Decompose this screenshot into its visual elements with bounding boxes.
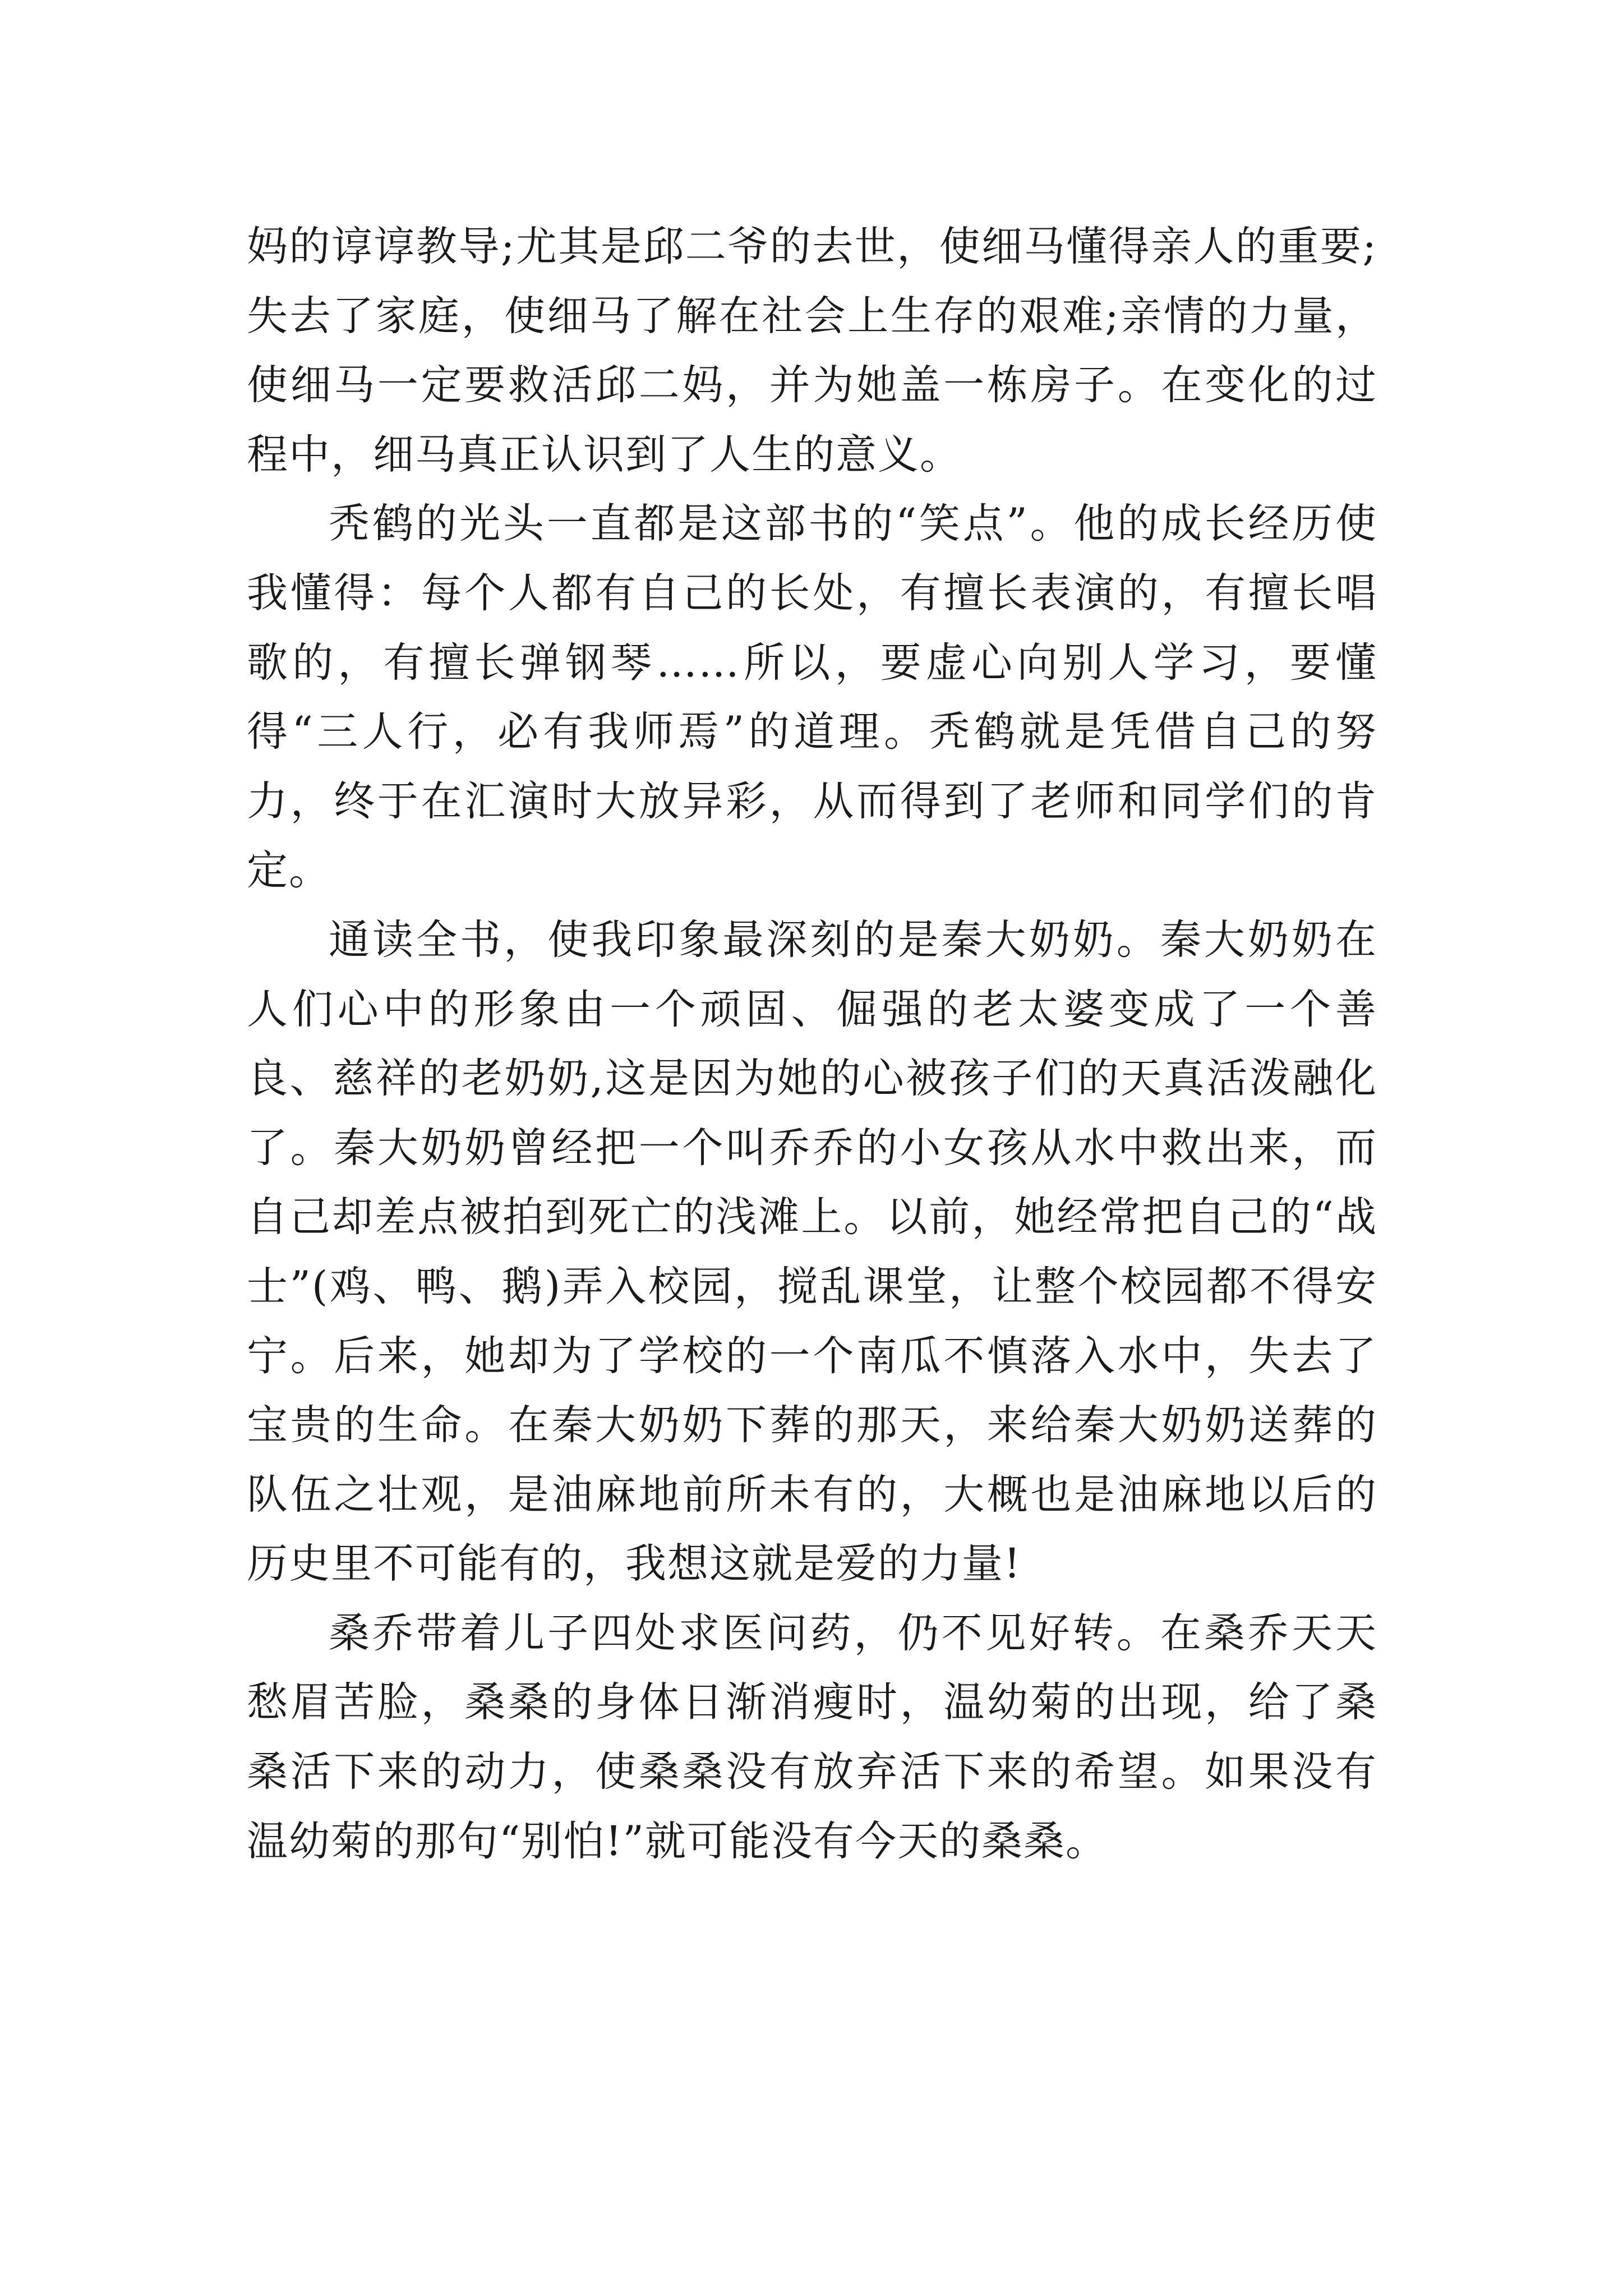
paragraph-4: 桑乔带着儿子四处求医问药，仍不见好转。在桑乔天天愁眉苦脸，桑桑的身体日渐消瘦时，温幼菊的出现，给了桑桑活下来的动力，使桑桑没有放弃活下来的希望。如果没有温幼菊的那句“别怕!”就可能没有今天的桑桑。 [247,1609,1377,1865]
paragraph-3: 通读全书，使我印象最深刻的是秦大奶奶。秦大奶奶在人们心中的形象由一个顽固、倔强的老太婆变成了一个善良、慈祥的老奶奶,这是因为她的心被孩子们的天真活泼融化了。秦大奶奶曾经把一个叫乔乔的小女孩从水中救出来，而自己却差点被拍到死亡的浅滩上。以前，她经常把自己的“战士”(鸡、鸭、鹅)弄入校园，搅乱课堂，让整个校园都不得安宁。后来，她却为了学校的一个南瓜不慎落入水中，失去了宝贵的生命。在秦大奶奶下葬的那天，来给秦大奶奶送葬的队伍之壮观，是油麻地前所未有的，大概也是油麻地以后的历史里不可能有的，我想这就是爱的力量! [247,915,1377,1588]
paragraph-2: 秃鹤的光头一直都是这部书的“笑点”。他的成长经历使我懂得：每个人都有自己的长处，有擅长表演的，有擅长唱歌的，有擅长弹钢琴……所以，要虚心向别人学习，要懂得“三人行，必有我师焉”的道理。秃鹤就是凭借自己的努力，终于在汇演时大放异彩，从而得到了老师和同学们的肯定。 [247,500,1377,895]
document-body [247,212,1377,1876]
paragraph-1: 妈的谆谆教导;尤其是邱二爷的去世，使细马懂得亲人的重要;失去了家庭，使细马了解在社会上生存的艰难;亲情的力量，使细马一定要救活邱二妈，并为她盖一栋房子。在变化的过程中，细马真正认识到了人生的意义。 [247,223,1377,478]
